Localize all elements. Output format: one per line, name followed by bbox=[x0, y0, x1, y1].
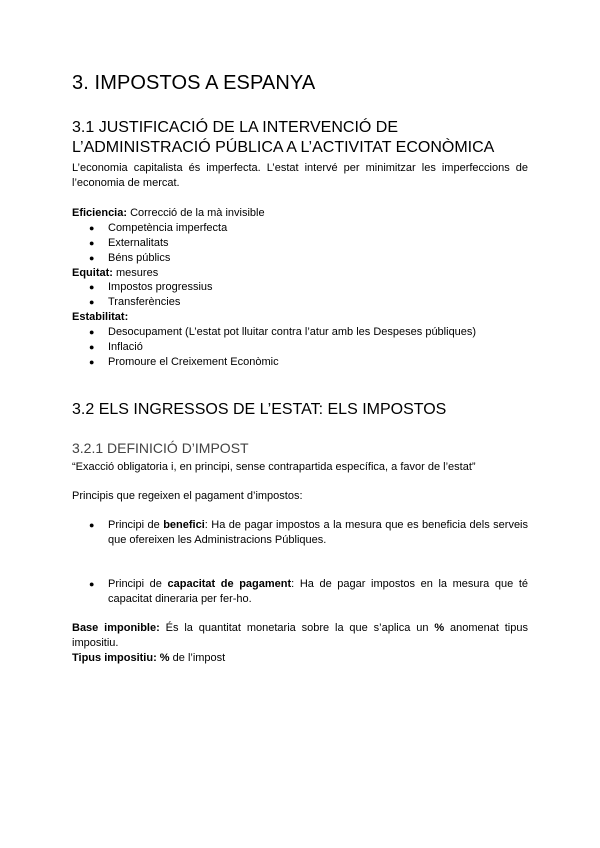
base-imponible bbox=[72, 621, 528, 651]
list-item-text: Transferències bbox=[108, 296, 181, 309]
equity-label: Equitat: bbox=[72, 266, 113, 279]
stability-list bbox=[72, 325, 528, 370]
list-item-text: Competència imperfecta bbox=[108, 221, 228, 234]
bullet-icon: ● bbox=[89, 282, 95, 293]
list-item bbox=[72, 340, 528, 355]
rate-label: Tipus impositiu: bbox=[72, 652, 157, 664]
base-percent: % bbox=[434, 622, 445, 634]
principle-text: : Ha de pagar impostos en la mesura que té capacitat dineraria per fer-ho. bbox=[108, 578, 529, 605]
bullet-icon: ● bbox=[89, 222, 95, 233]
bullet-icon: ● bbox=[89, 237, 95, 248]
base-label: Base imponible: bbox=[72, 622, 160, 634]
bullet-icon: ● bbox=[89, 356, 95, 367]
list-item-text: Externalitats bbox=[108, 236, 169, 249]
bullet-icon: ● bbox=[89, 326, 95, 337]
list-item bbox=[72, 355, 528, 370]
principle-prefix: Principi de bbox=[108, 578, 168, 590]
list-item-text: Inflació bbox=[108, 340, 143, 353]
principle-capacity bbox=[72, 577, 528, 607]
principle-benefit bbox=[72, 518, 528, 548]
efficiency-line bbox=[72, 206, 528, 221]
principles-intro: Principis que regeixen el pagament d’impostos: bbox=[72, 490, 303, 502]
definition-quote: “Exacció obligatoria i, en principi, sense contrapartida específica, a favor de l’estat” bbox=[72, 461, 476, 473]
list-item-text: Béns públics bbox=[108, 251, 171, 264]
list-item-text: Impostos progressius bbox=[108, 281, 213, 294]
list-item-text: Desocupament (L’estat pot lluitar contra l’atur amb les Despeses públiques) bbox=[108, 325, 477, 338]
list-item-text: Promoure el Creixement Econòmic bbox=[108, 355, 279, 368]
stability-label: Estabilitat: bbox=[72, 311, 129, 324]
principle-prefix: Principi de bbox=[108, 519, 164, 531]
efficiency-text: Correcció de la mà invisible bbox=[127, 207, 265, 219]
list-item bbox=[72, 295, 528, 310]
base-text-2: anomenat tipus impositiu. bbox=[72, 622, 528, 649]
list-item bbox=[72, 325, 528, 340]
principle-bold: benefici bbox=[163, 519, 205, 531]
bullet-icon: ● bbox=[89, 520, 95, 530]
efficiency-list bbox=[72, 221, 528, 266]
list-item bbox=[72, 236, 528, 251]
bullet-icon: ● bbox=[89, 297, 95, 308]
stability-line bbox=[72, 310, 528, 325]
base-text: És la quantitat monetaria sobre la que s’aplica un bbox=[159, 622, 435, 634]
bullet-icon: ● bbox=[89, 252, 95, 263]
principle-bold: capacitat de pagament bbox=[167, 578, 292, 590]
rate-percent: % bbox=[156, 652, 170, 664]
efficiency-block bbox=[72, 206, 528, 370]
rate-text: de l’impost bbox=[169, 652, 226, 664]
tipus-impositiu bbox=[72, 651, 528, 666]
list-item bbox=[72, 280, 528, 295]
section-2-title: 3.2 ELS INGRESSOS DE L’ESTAT: ELS IMPOSTOS bbox=[72, 401, 447, 418]
list-item bbox=[72, 221, 528, 236]
efficiency-label: Eficiencia: bbox=[72, 207, 128, 219]
principle-2-list bbox=[72, 577, 528, 607]
section-1-title: 3.1 JUSTIFICACIÓ DE LA INTERVENCIÓ DE L’ADMINISTRACIÓ PÚBLICA A L’ACTIVITAT ECONÒMICA bbox=[72, 119, 495, 156]
section-2-subtitle: 3.2.1 DEFINICIÓ D’IMPOST bbox=[72, 440, 249, 456]
bullet-icon: ● bbox=[89, 579, 95, 589]
page-title: 3. IMPOSTOS A ESPANYA bbox=[72, 72, 316, 94]
list-item bbox=[72, 251, 528, 266]
section-1-intro: L’economia capitalista és imperfecta. L’estat intervé per minimitzar les imperfeccions de l’economia de mercat. bbox=[72, 162, 528, 189]
principle-text: : Ha de pagar impostos a la mesura que es beneficia dels serveis que ofereixen les Administracions Públiques. bbox=[108, 519, 529, 546]
equity-list bbox=[72, 280, 528, 310]
equity-text: mesures bbox=[112, 266, 159, 279]
principle-1-list bbox=[72, 518, 528, 548]
bullet-icon: ● bbox=[89, 341, 95, 352]
equity-line bbox=[72, 266, 528, 281]
